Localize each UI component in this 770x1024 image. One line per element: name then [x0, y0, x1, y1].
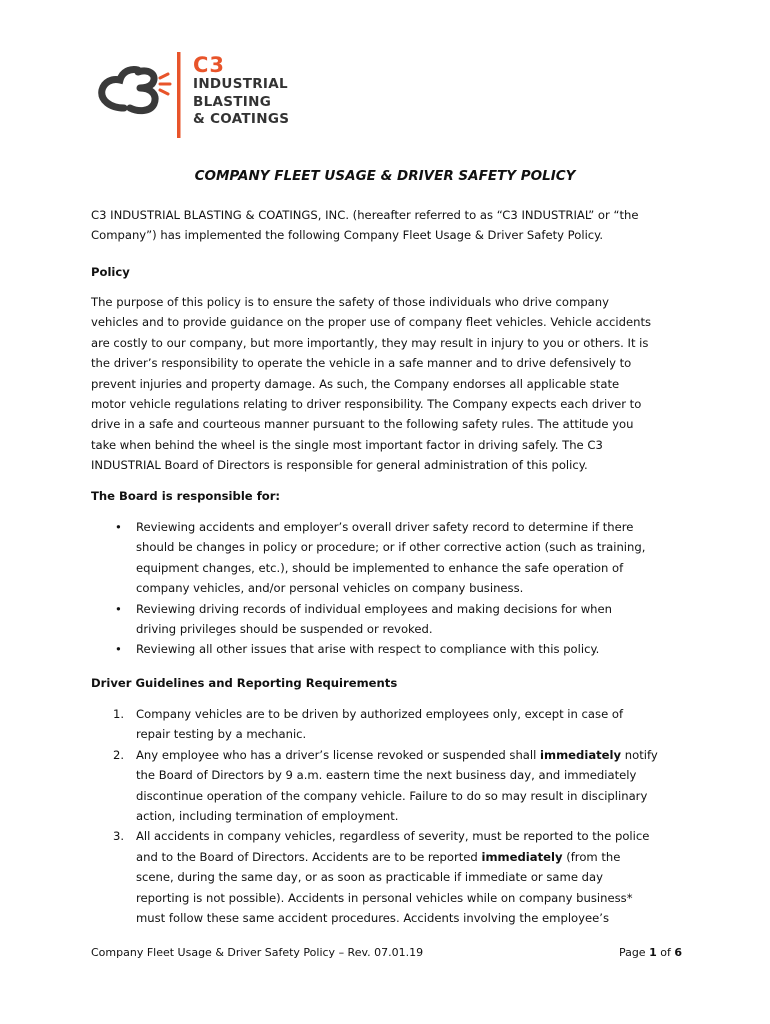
- text-segment: Any employee who has a driver’s license revoked or suspended shall: [136, 747, 541, 762]
- bullet-icon: •: [115, 642, 122, 657]
- list-item: [91, 599, 691, 640]
- policy-line: prevent injuries and property damage. As such, the Company endorses all applicable state: [91, 376, 620, 391]
- list-item-line: the Board of Directors by 9 a.m. eastern time the next business day, and immediately: [136, 768, 637, 783]
- list-number: 2.: [113, 747, 125, 762]
- list-item-line: should be changes in policy or procedure; or if other corrective action (such as training,: [136, 540, 646, 555]
- list-item-line: Reviewing driving records of individual employees and making decisions for when: [136, 601, 612, 616]
- emphasis-text: immediately: [481, 849, 563, 864]
- list-item-line: scene, during the same day, or as soon as practicable if immediate or same day: [136, 870, 603, 885]
- text-segment: (from the: [562, 849, 621, 864]
- policy-line: the driver’s responsibility to operate the vehicle in a safe manner and to drive defensively to: [91, 356, 632, 371]
- list-item-line: [136, 847, 691, 867]
- policy-line: take when behind the wheel is the single most important factor in driving safely. The C3: [91, 437, 603, 452]
- footer-document-name: Company Fleet Usage & Driver Safety Policy – Rev. 07.01.19: [91, 946, 424, 959]
- list-item-line: equipment changes, etc.), should be implemented to enhance the safe operation of: [136, 560, 624, 575]
- policy-line: vehicles and to provide guidance on the proper use of company fleet vehicles. Vehicle accidents: [91, 315, 652, 330]
- page-current: 1: [649, 946, 657, 959]
- logo-line-2: BLASTING: [193, 93, 272, 110]
- list-number: 1.: [113, 707, 125, 721]
- list-item: [91, 517, 691, 599]
- board-heading: The Board is responsible for:: [91, 489, 281, 503]
- list-item-line: repair testing by a mechanic.: [136, 727, 307, 742]
- list-item-line: Reviewing accidents and employer’s overall driver safety record to determine if there: [136, 520, 634, 534]
- policy-line: are costly to our company, but more importantly, they may result in injury to you or others. It is: [91, 335, 649, 350]
- guidelines-list: [91, 704, 691, 928]
- list-item: [91, 745, 691, 827]
- list-item-line: company vehicles, and/or personal vehicles on company business.: [136, 581, 524, 596]
- text-segment: notify: [621, 747, 658, 762]
- logo-line-3: & COATINGS: [193, 111, 290, 127]
- document-title: COMPANY FLEET USAGE & DRIVER SAFETY POLICY: [194, 168, 576, 184]
- bullet-icon: •: [115, 520, 122, 534]
- list-item-line: Company vehicles are to be driven by authorized employees only, except in case of: [136, 707, 624, 721]
- emphasis-text: immediately: [540, 747, 622, 762]
- page-of: of: [656, 946, 675, 959]
- list-item-line: action, including termination of employment.: [136, 809, 399, 824]
- intro-line: C3 INDUSTRIAL BLASTING & COATINGS, INC. (hereafter referred to as “C3 INDUSTRIAL” or “the: [91, 208, 639, 222]
- logo-line-1: INDUSTRIAL: [193, 76, 288, 92]
- policy-line: INDUSTRIAL Board of Directors is responsible for general administration of this policy.: [91, 458, 588, 473]
- footer-page-number: [619, 946, 682, 959]
- list-item-line: driving privileges should be suspended or revoked.: [136, 622, 433, 637]
- policy-heading: Policy: [91, 265, 130, 279]
- page-label: Page: [618, 946, 650, 959]
- list-number: 3.: [113, 829, 125, 844]
- list-item-line: discontinue operation of the company vehicle. Failure to do so may result in disciplinary: [136, 788, 648, 803]
- list-item: [91, 826, 691, 928]
- logo-brand: C3: [193, 53, 226, 77]
- list-item: [91, 704, 691, 745]
- list-item-line: [136, 745, 691, 765]
- bullet-icon: •: [115, 601, 122, 616]
- list-item-line: All accidents in company vehicles, regardless of severity, must be reported to the police: [136, 829, 650, 844]
- policy-line: motor vehicle regulations relating to driver responsibility. The Company expects each driver to: [91, 397, 642, 412]
- list-item-line: must follow these same accident procedures. Accidents involving the employee’s: [136, 911, 610, 926]
- list-item-line: Reviewing all other issues that arise with respect to compliance with this policy.: [136, 642, 600, 657]
- text-segment: and to the Board of Directors. Accidents are to be reported: [136, 849, 482, 864]
- logo-wordmark: [193, 54, 289, 129]
- list-item-line: reporting is not possible). Accidents in personal vehicles while on company business*: [136, 890, 633, 905]
- page-total: 6: [674, 946, 682, 959]
- policy-line: The purpose of this policy is to ensure the safety of those individuals who drive company: [91, 295, 609, 309]
- board-responsibilities-list: [91, 517, 691, 660]
- policy-line: drive in a safe and courteous manner pursuant to the following safety rules. The attitude you: [91, 417, 634, 432]
- guidelines-heading: Driver Guidelines and Reporting Requirements: [91, 676, 398, 690]
- policy-paragraph: [91, 292, 691, 476]
- intro-paragraph: [91, 205, 691, 246]
- list-item: [91, 639, 691, 659]
- intro-line: Company”) has implemented the following Company Fleet Usage & Driver Safety Policy.: [91, 228, 604, 243]
